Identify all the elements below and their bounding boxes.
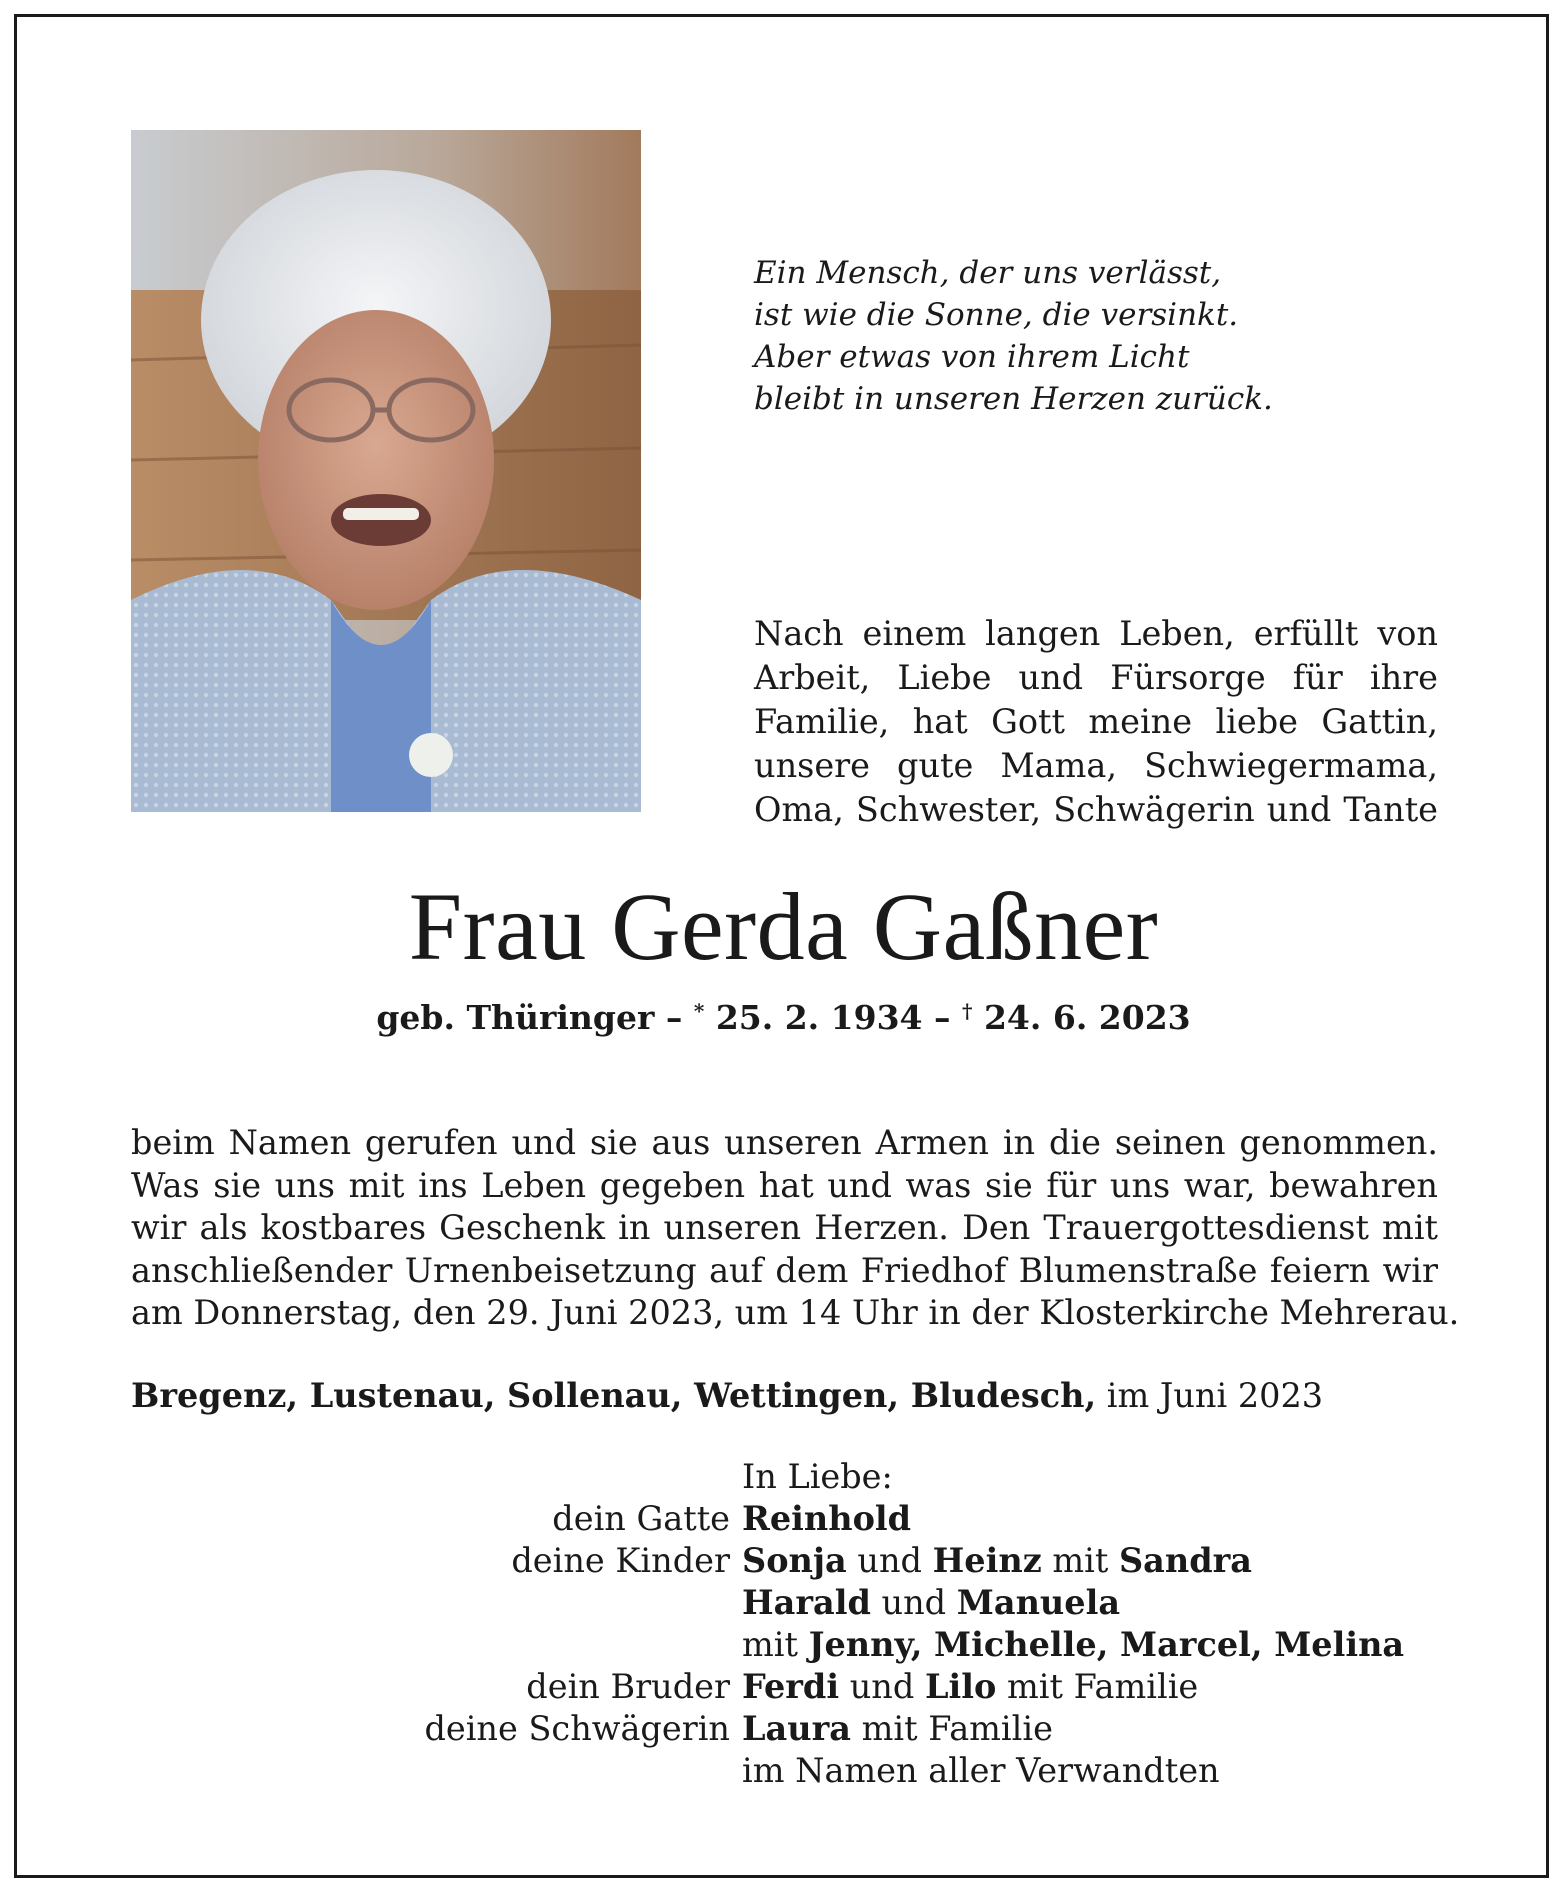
signer-role: dein Gatte [552, 1499, 730, 1538]
places-and-date [131, 1374, 1323, 1418]
death-date: 24. 6. 2023 [972, 998, 1191, 1037]
signer-row [131, 1498, 1438, 1540]
signer-role: deine Kinder [511, 1541, 730, 1580]
intro-line: Oma, Schwester, Schwägerin und Tante [754, 790, 1438, 829]
life-dates [0, 996, 1567, 1040]
poem-line: ist wie die Sonne, die versinkt. [754, 297, 1239, 333]
signer-row: dein Bruder Ferdi und Lilo mit Familie [131, 1666, 1438, 1708]
death-symbol: † [962, 999, 973, 1023]
intro-line: Arbeit, Liebe und Fürsorge für ihre [754, 658, 1438, 697]
signer-name: Heinz [932, 1541, 1042, 1580]
body-line: Was sie uns mit ins Leben gegeben hat und was sie für uns war, bewahren [131, 1165, 1438, 1205]
poem-line: bleibt in unseren Herzen zurück. [754, 381, 1273, 417]
birth-date: 25. 2. 1934 [704, 998, 923, 1037]
funeral-notice-text [131, 1122, 1460, 1335]
intro-line: Familie, hat Gott meine liebe Gattin, [754, 702, 1438, 741]
body-line: am Donnerstag, den 29. Juni 2023, um 14 Uhr in der Klosterkirche Mehrerau. [131, 1293, 1460, 1332]
intro-text [754, 612, 1438, 832]
places-towns: Bregenz, Lustenau, Sollenau, Wettingen, Bludesch, [131, 1376, 1097, 1415]
portrait-photo [131, 130, 641, 812]
intro-line: unsere gute Mama, Schwiegermama, [754, 746, 1438, 785]
body-line: anschließender Urnenbeisetzung auf dem Friedhof Blumenstraße feiern wir [131, 1250, 1438, 1290]
signers-closing: im Namen aller Verwandten [742, 1751, 1220, 1790]
birth-symbol: * [693, 999, 705, 1023]
separator: – [922, 998, 962, 1037]
signer-row [131, 1750, 1438, 1792]
poem [754, 252, 1273, 420]
signer-role: dein Bruder [526, 1667, 730, 1706]
signers-heading: In Liebe: [742, 1457, 893, 1496]
signer-name: Sandra [1118, 1541, 1253, 1580]
places-date: im Juni 2023 [1096, 1376, 1324, 1415]
signer-row: deine Schwägerin Laura mit Familie [131, 1708, 1438, 1750]
signer-name: Ferdi [742, 1667, 840, 1706]
body-line: beim Namen gerufen und sie aus unseren Armen in die seinen genommen. [131, 1123, 1438, 1162]
signer-name: Jenny, Michelle, Marcel, Melina [808, 1625, 1405, 1664]
poem-line: Ein Mensch, der uns verlässt, [754, 255, 1222, 291]
signer-row: mit Jenny, Michelle, Marcel, Melina [742, 1625, 1405, 1664]
body-line: wir als kostbares Geschenk in unseren Herzen. Den Trauergottesdienst mit [131, 1208, 1438, 1247]
signer-name: Manuela [956, 1583, 1121, 1622]
signer-row: Harald und Manuela [742, 1583, 1121, 1622]
deceased-name: Frau Gerda Gaßner [408, 873, 1159, 980]
poem-line: Aber etwas von ihrem Licht [754, 339, 1190, 375]
signer-name: Harald [742, 1583, 871, 1622]
signer-row: deine Kinder Sonja und Heinz mit Sandra [131, 1540, 1438, 1582]
signer-name: Sonja [742, 1541, 847, 1580]
intro-line: Nach einem langen Leben, erfüllt von [754, 614, 1438, 653]
signer-row [131, 1456, 1438, 1498]
separator: – [654, 998, 694, 1037]
signer-role: deine Schwägerin [424, 1709, 730, 1748]
signer-name: Laura [742, 1709, 851, 1748]
signer-name: Lilo [924, 1667, 997, 1706]
signer-name: Reinhold [742, 1499, 912, 1538]
born-name: geb. Thüringer [376, 998, 655, 1037]
signers [131, 1456, 1438, 1792]
